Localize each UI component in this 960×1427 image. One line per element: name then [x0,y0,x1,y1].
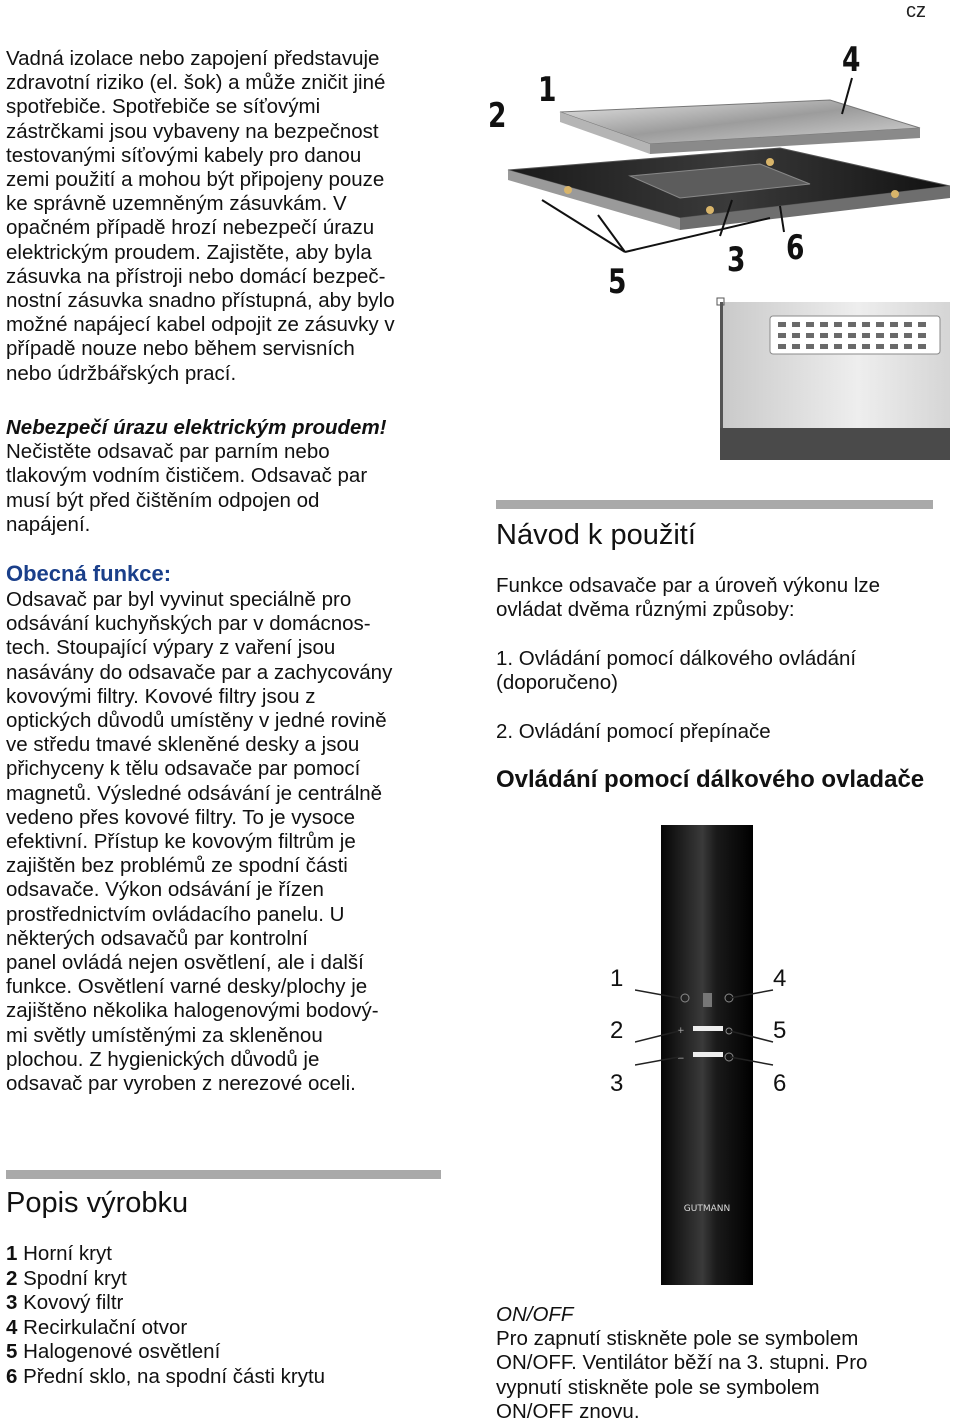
product-description-title: Popis výrobku [6,1187,189,1219]
hood-label-2: 2 [488,96,507,136]
hood-label-5: 5 [608,262,627,302]
manual-title: Návod k použití [496,519,696,551]
svg-text:+: + [677,1026,685,1036]
list-item: 4 Recirkulační otvor [6,1315,188,1339]
list-item: 5 Halogenové osvětlení [6,1340,221,1363]
list-item: 1 Horní kryt [6,1242,112,1265]
svg-text:−: − [677,1054,685,1064]
electric-warning: Nebezpečí úrazu elektrickým proudem! Nečistěte odsavač par parním nebo tlakovým vodním čističem. Odsavač par musí být před čištěním odpojen od napájení. [6,416,387,536]
onoff-section: ON/OFF Pro zapnutí stiskněte pole se symbolem ON/OFF. Ventilátor běží na 3. stupni. Pro vypnutí stiskněte pole se symbolem ON/OFF znovu. [496,1303,868,1423]
panel-label-2: 2 [610,1017,624,1044]
panel-leader-lines [635,985,775,1085]
panel-label-1: 1 [610,965,624,992]
remote-control-title: Ovládání pomocí dálkového ovladače [496,766,925,793]
warning-title: Nebezpečí úrazu elektrickým proudem! [6,416,387,439]
panel-label-6: 6 [773,1070,787,1097]
panel-label-3: 3 [610,1070,624,1097]
product-parts-list [6,1242,456,1389]
brand-logo: GUTMANN [683,1204,731,1214]
general-function-text: Odsavač par byl vyvinut speciálně pro odsávání kuchyňských par v domácnos- tech. Stoupající výpary z vaření jsou nasávány do odsavače par a zachycovány kovovými filtry. Kovové filtry jsou z optických důvodů umístěny v jedné rovině ve středu tmavé skleněné desky a jsou přichyceny k tělu odsavače par pomocí magnetů. Výsledné odsávání je centrálně vedeno přes kovové filtry. To je vysoce efektivní. Přístup ke kovovým filtrům je zajištěn bez problémů ze spodní části odsavače. Výkon odsávání je řízen prostřednictvím ovládacího panelu. U některých odsavačů par kontrolní panel ovládá nejen osvětlení, ale i další funkce. Osvětlení varné desky/plochy je zajištěno několika halogenovými bodový- mi světly umístěnými za skleněnou plochou. Z hygienických důvodů je odsavač par vyroben z nerezové oceli. [6,588,393,1096]
panel-label-4: 4 [773,965,787,992]
intro-paragraph [6,47,456,386]
list-item: 2 Spodní kryt [6,1266,127,1290]
language-code: cz [906,0,926,22]
manual-intro: Funkce odsavače par a úroveň výkonu lze ovládat dvěma různými způsoby: [496,574,881,622]
onoff-title: ON/OFF [496,1303,574,1326]
list-item: 6 Přední sklo, na spodní části krytu [6,1364,326,1388]
hood-label-1: 1 [538,70,557,110]
list-item: 3 Kovový filtr [6,1291,124,1314]
hood-label-6: 6 [786,228,805,268]
panel-label-5: 5 [773,1017,787,1044]
section-divider [496,500,933,509]
option-remote: 1. Ovládání pomocí dálkového ovládání (doporučeno) [496,647,857,695]
hood-label-3: 3 [727,240,746,280]
section-divider [6,1170,441,1179]
general-function-title: Obecná funkce: [6,561,172,586]
hood-label-4: 4 [842,40,861,80]
intro-text: Vadná izolace nebo zapojení představuje zdravotní riziko (el. šok) a může zničit jiné spotřebiče. Spotřebiče se síťovými zástrčkami jsou vybaveny na bezpečnost testovanými síťovými kabely pro danou zemi použití a mohou být připojeny pouze ke správně uzemněným zásuvkám. V opačném případě hrozí nebezpečí úrazu elektrickým proudem. Zajistěte, aby byla zásuvka na přístroji nebo domácí bezpeč- nostní zásuvka snadno přístupná, aby bylo možné napájecí kabel odpojit ze zásuvky v případě nouze nebo během servisních nebo údržbářských prací. [6,47,395,385]
general-function-section [6,561,456,1096]
option-switch: 2. Ovládání pomocí přepínače [496,720,771,743]
